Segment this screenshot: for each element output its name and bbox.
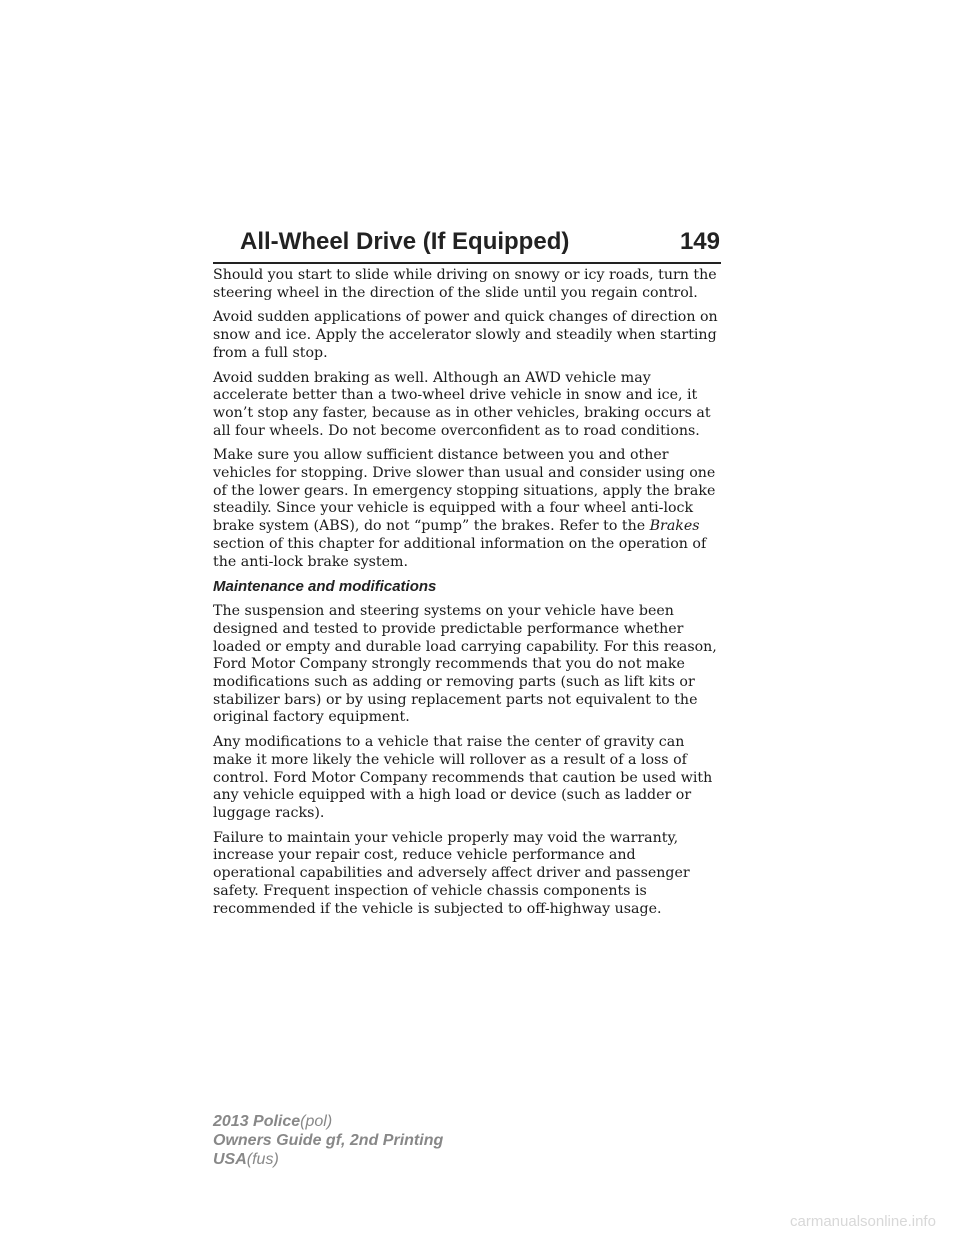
- brakes-reference: Brakes: [649, 518, 700, 535]
- chapter-title: All-Wheel Drive (If Equipped): [240, 228, 570, 255]
- footer-model-code: (pol): [300, 1113, 333, 1130]
- paragraph-stopping-text-1: Make sure you allow sufficient distance between you and other vehicles for stopping. Drive slower than usual and consider using one of the lower gears. In emergency stopping situations, apply the brake steadily. Since your vehicle is equipped with a four wheel anti-lock brake system (ABS), do not “pump” the brakes. Refer to the: [213, 447, 716, 535]
- paragraph-maintenance: Failure to maintain your vehicle properly may void the warranty, increase your repair cost, reduce vehicle performance and operational capabilities and adversely affect driver and passenger safety. Frequent inspection of vehicle chassis components is recommended if the vehicle is subjected to off-highway usage.: [213, 829, 690, 917]
- paragraph-braking: Avoid sudden braking as well. Although an AWD vehicle may accelerate better than a two-wheel drive vehicle in snow and ice, it won’t stop any faster, because as in other vehicles, braking occurs at all four wheels. Do not become overconfident as to road conditions.: [213, 369, 711, 439]
- footer-market: USA: [213, 1151, 247, 1168]
- footer-guide: Owners Guide gf, 2nd Printing: [213, 1132, 444, 1149]
- paragraph-stopping-distance: [213, 447, 721, 571]
- footer-line-market: [213, 1150, 443, 1169]
- paragraph-modifications: Any modifications to a vehicle that raise the center of gravity can make it more likely the vehicle will rollover as a result of a loss of control. Ford Motor Company recommends that caution be used with any vehicle equipped with a high load or device (such as ladder or luggage racks).: [213, 734, 713, 821]
- header-rule: [213, 262, 721, 264]
- page-body: [213, 267, 721, 925]
- page-footer: [213, 1112, 443, 1169]
- footer-model: 2013 Police: [213, 1113, 301, 1130]
- paragraph-suspension: The suspension and steering systems on your vehicle have been designed and tested to provide predictable performance whether loaded or empty and durable load carrying capability. For this reason, Ford Motor Company strongly recommends that you do not make modifications such as adding or removing parts (such as lift kits or stabilizer bars) or by using replacement parts not equivalent to the original factory equipment.: [213, 603, 717, 726]
- footer-line-model: [213, 1112, 443, 1131]
- page-header: [240, 228, 720, 262]
- footer-market-code: (fus): [246, 1151, 279, 1168]
- section-subheading: Maintenance and modifications: [213, 578, 437, 596]
- paragraph-slide: Should you start to slide while driving on snowy or icy roads, turn the steering wheel in the direction of the slide until you regain control.: [213, 267, 717, 301]
- paragraph-acceleration: Avoid sudden applications of power and quick changes of direction on snow and ice. Apply the accelerator slowly and steadily when starting from a full stop.: [213, 309, 718, 361]
- paragraph-stopping-text-2: section of this chapter for additional information on the operation of the anti-lock brake system.: [213, 535, 707, 570]
- watermark: carmanualsonline.info: [790, 1213, 936, 1230]
- page-number: 149: [679, 228, 720, 255]
